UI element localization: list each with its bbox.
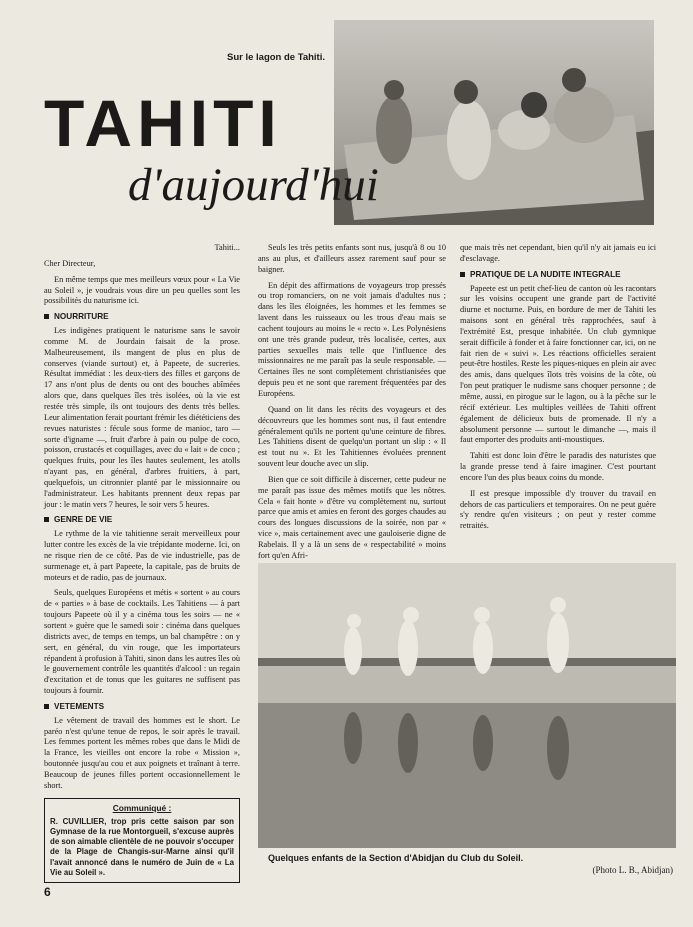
- paragraph: Seuls les très petits enfants sont nus, jusqu'à 8 ou 10 ans au plus, et d'ailleurs assez rarement sauf pour se baigner.: [258, 243, 446, 274]
- column-1: [44, 243, 240, 883]
- paragraph: Tahiti est donc loin d'être le paradis des naturistes que la grande presse tend à faire imaginer. C'est pourtant encore l'un des plus beaux coins du monde.: [460, 451, 656, 482]
- paragraph: En dépit des affirmations de voyageurs trop pressés ou trop romanciers, on ne voit jamais d'adultes nus ; dans les îles éloignées, les hommes et les femmes se lavent dans les ruisseaux ou les trous d'eau mais se cachent toujours au moins le « recto ». Les Polynésiens ont une très grande pudeur, très localisée, certes, aux parties sexuelles mais telle que l'influence des missionnaires ne me paraît pas la seule responsable. — Certaines îles ne sont complètement christianisées que depuis peu et ne sont que rarement fréquentées par des Européens.: [258, 280, 446, 398]
- column-2: [258, 243, 446, 567]
- article-subtitle: d'aujourd'hui: [128, 159, 379, 211]
- photo-credit: (Photo L. B., Abidjan): [592, 865, 673, 875]
- lagoon-photo-art: [334, 20, 654, 225]
- square-bullet-icon: [44, 704, 49, 709]
- paragraph: Bien que ce soit difficile à discerner, cette pudeur ne me paraît pas issue des mêmes motifs que les nôtres. Cela « fait honte » d'être vu complètement nu, surtout parce que amis et amies en feront des gorges chaudes au cours des longues discussions de la soirée, non par « vice », mais certainement avec une gauloiserie digne de Rabelais. Il y a là un sens de « respectabilité » moins fort qu'en Afri-: [258, 474, 446, 560]
- column-3: [460, 243, 656, 537]
- section-heading-vetements: VETEMENTS: [44, 702, 240, 713]
- children-beach-photo-art: [258, 563, 676, 848]
- communique-text: R. CUVILLIER, trop pris cette saison par son Gymnase de la rue Montorgueil, s'excuse auprès de son aimable clientèle de ne pouvoir s'occuper de la Plage de Changis-sur-Marne ainsi qu'il l'avait annoncé dans le numéro de Juin de « La Vie au Soleil ».: [50, 816, 234, 877]
- square-bullet-icon: [460, 272, 465, 277]
- paragraph: Seuls, quelques Européens et métis « sortent » au cours de « parties » à base de cocktails. Les Tahitiens — à part toujours Papeete où il y a cinéma tous les soirs — ne « sortent » guère que le samedi soir : cinéma dans quelques districts avec, de temps en temps, un bal champêtre : on y sert, en général, du vin rouge, que les importateurs répandent à profusion à Tahiti, sinon dans les autres îles où le gouvernement contrôle les quantités d'alcool : un regain d'excitation et de tonus que les guitares ne suffisent pas toujours à fournir.: [44, 588, 240, 696]
- section-heading-pratique: PRATIQUE DE LA NUDITE INTEGRALE: [460, 270, 656, 281]
- paragraph: Les indigènes pratiquent le naturisme sans le savoir comme M. de Jourdain faisait de la prose. Malheureusement, ils mangent de plus en plus de conserves (viande surtout) et, à Papeete, de sucreries. Résultat immédiat : les deux-tiers des filles et garçons de 17 ans n'ont plus de dents ou ont des bouches abîmées alors que, dans quelques îles très isolées, où la vie est restée très simple, ils ont toujours des dents très belles. Leur alimentation ferait pourtant frémir les diététiciens des revues naturistes : fécule sous forme de manioc, taro — sorte d'igname —, fruit d'arbre à pain ou pulpe de coco, poisson, crustacés et coquillages, avec du « lait » de coco ; quelques fruits, pour les îles hautes seulement, les atolls n'ayant pas, en général, d'arbres fruitiers, à part, quelquefois, un citronnier planté par le missionnaire ou l'administrateur. Les habitants prennent deux repas par jour : le matin vers 7 heures, le soir vers 5 heures.: [44, 326, 240, 509]
- communique-box: [44, 798, 240, 884]
- page-number: 6: [44, 885, 51, 899]
- section-heading-genre-de-vie: GENRE DE VIE: [44, 515, 240, 526]
- paragraph: que mais très net cependant, bien qu'il n'y ait jamais eu ici d'esclavage.: [460, 243, 656, 263]
- paragraph: Il est presque impossible d'y trouver du travail en dehors de cas particuliers et temporaires. On ne peut guère s'y rendre qu'en visiteurs ; on peut y rester comme retraités.: [460, 488, 656, 531]
- paragraph: Le rythme de la vie tahitienne serait merveilleux pour lutter contre les excès de la vie trépidante moderne. Ici, on ne risque rien de ce côté. Pas de vie industrielle, pas de surmenage et, à part Papeete, la capitale, pas de bruits de moteurs et de radio, pas de journaux.: [44, 529, 240, 582]
- lagoon-photo: [334, 20, 654, 225]
- paragraph: Le vêtement de travail des hommes est le short. Le paréo n'est qu'une tenue de repos, le soir après le travail. Les femmes portent les mêmes robes que dans le Midi de la France, les vieilles ont encore la robe « Mission », boutonnée jusqu'au cou et aux poignets et traînant à terre. Beaucoup de jeunes filles portent occasionnellement le short.: [44, 715, 240, 790]
- bottom-photo-caption: Quelques enfants de la Section d'Abidjan du Club du Soleil.: [268, 853, 524, 863]
- paragraph: Papeete est un petit chef-lieu de canton où les racontars sur les voisins occupent une grande part de l'activité diurne et nocturne. Puis, en bordure de mer de Tahiti les maisons sont en général très rapprochées, sauf à l'extrémité Est, presque inhabitée. Un club gymnique serait difficile à fonder et à faire fonctionner car, ici, on ne fait rien de « suivi ». Les réactions officielles seraient peut-être hostiles. Reste les piques-niques en plein air avec des amis, dans quelques îlots très voisins de la côte, où l'on peut pratiquer le nudisme sans choquer personne ; de même, aussi, en pirogue sur le lagon, ou à la pêche sur le récif extérieur. Les multiples veillées de Tahiti offrent également de délicieux buts de promenade. Il n'y a absolument personne — surtout le dimanche —, mais il faut emporter des produits anti-moustiques.: [460, 283, 656, 445]
- top-photo-caption: Sur le lagon de Tahiti.: [226, 52, 325, 63]
- square-bullet-icon: [44, 314, 49, 319]
- article-title: TAHITI: [44, 86, 282, 160]
- children-beach-photo: [258, 563, 676, 848]
- paragraph: Quand on lit dans les récits des voyageurs et des découvreurs que les hommes sont nus, il faut entendre généralement qu'ils ne portent qu'une ceinture de fibres. Les Tahitiens disent de quelqu'un portant un slip : « Il est tout nu ». Et les Tahitiennes évoluées prennent souvent leur douche avec un slip.: [258, 404, 446, 469]
- salutation: Cher Directeur,: [44, 258, 96, 268]
- section-heading-nourriture: NOURRITURE: [44, 312, 240, 323]
- square-bullet-icon: [44, 517, 49, 522]
- intro-paragraph: En même temps que mes meilleurs vœux pour « La Vie au Soleil », je voudrais vous dire un peu quelles sont les possibilités du naturisme ici.: [44, 274, 240, 306]
- communique-title: Communiqué :: [112, 802, 172, 813]
- dateline: Tahiti...: [214, 243, 240, 252]
